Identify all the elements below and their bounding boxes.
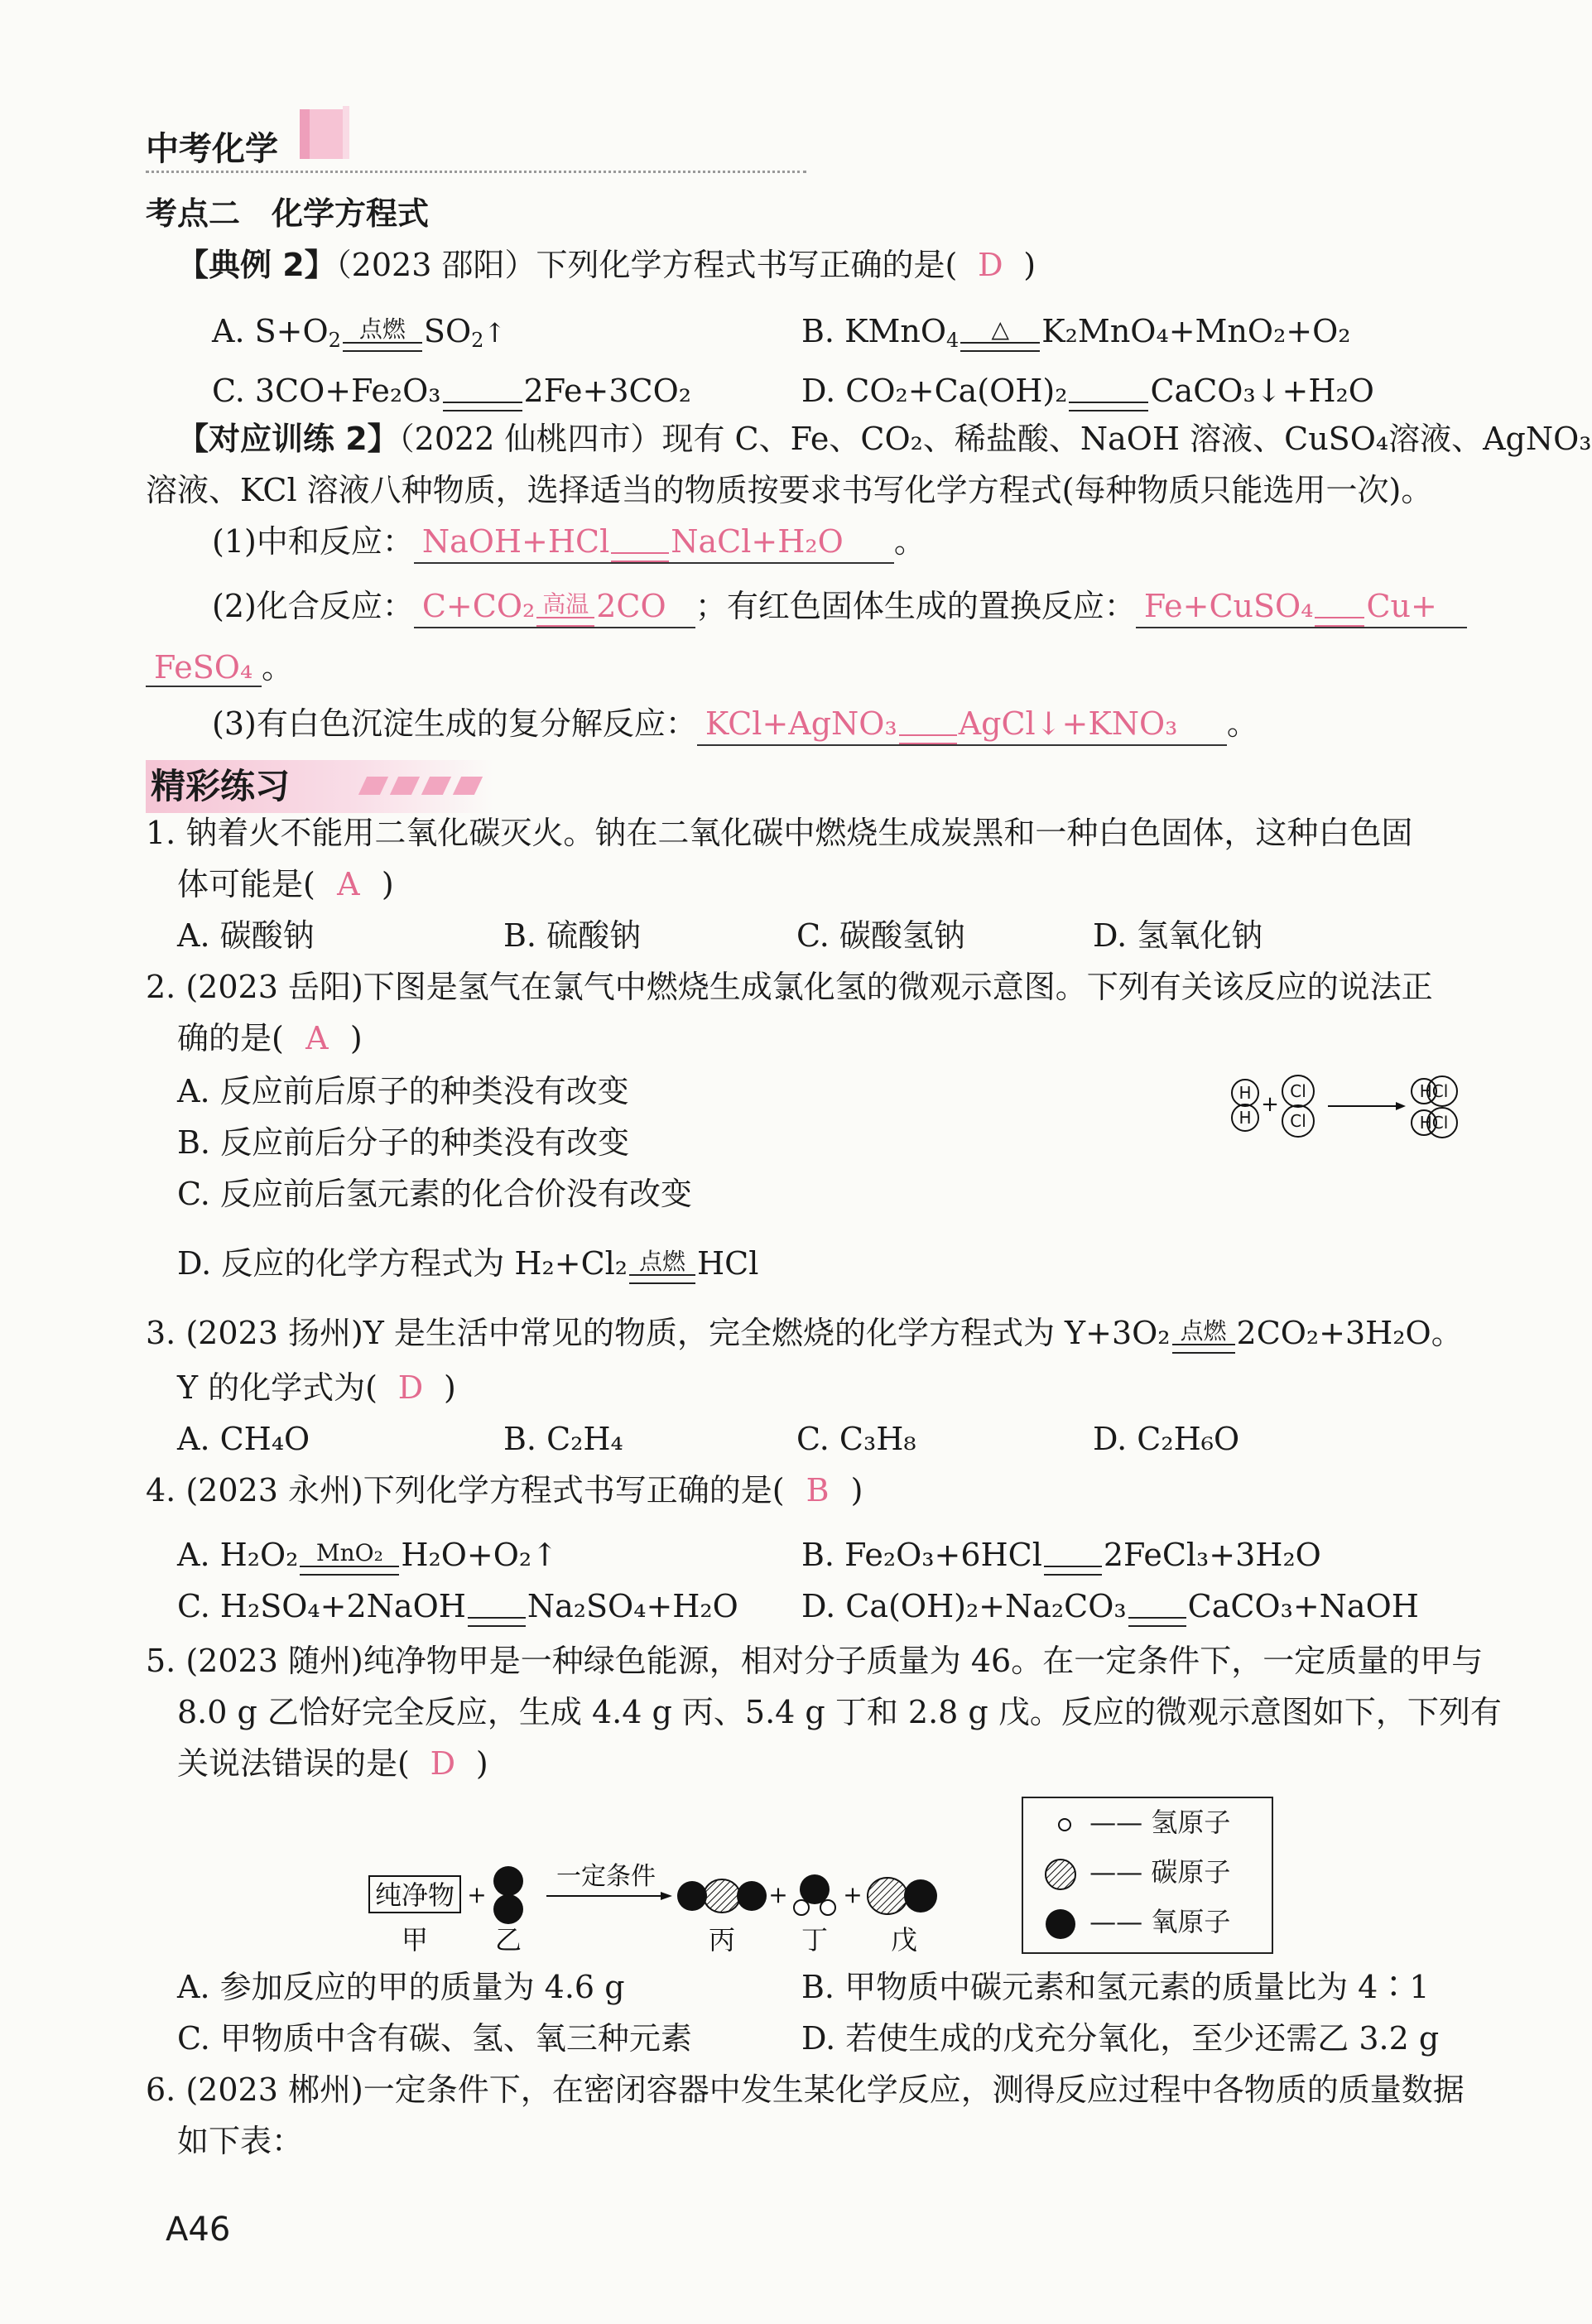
example2-stem	[177, 243, 1036, 286]
q5-reaction-diagram	[364, 1846, 1002, 1962]
example-close: )	[1023, 247, 1036, 283]
q3-option-d: D. C₂H₆O	[1093, 1421, 1240, 1457]
cl2-molecule	[1282, 1075, 1314, 1137]
condition-label: 一定条件	[556, 1862, 656, 1891]
plus-sign: +	[768, 1881, 788, 1908]
cl-atom-label: Cl	[1290, 1111, 1306, 1131]
training2-text2: 溶液、KCl 溶液八种物质，选择适当的物质按要求书写化学方程式(每种物质只能选用一次)。	[146, 472, 1433, 508]
q3-label: (3)有白色沉淀生成的复分解反应：	[212, 705, 697, 742]
oxygen-atom-icon	[1040, 1906, 1081, 1942]
q1-option-b: B. 硫酸钠	[503, 917, 642, 954]
carbon-atom-icon	[1040, 1856, 1081, 1893]
q4-b-right: 2FeCl₃+3H₂O	[1103, 1537, 1321, 1573]
q2b-answer-cont: FeSO₄	[146, 649, 262, 687]
legend-dash: ——	[1089, 1807, 1143, 1838]
hcl-label: HCl	[1419, 1081, 1449, 1101]
q5-option-a: A. 参加反应的甲的质量为 4.6 g	[177, 1969, 625, 2005]
arrow-head-icon	[1396, 1102, 1406, 1110]
example-tag: 【典例 2】	[177, 247, 336, 283]
q3-text-left: 3. (2023 扬州)Y 是生活中常见的物质，完全燃烧的化学方程式为 Y+3O₂	[146, 1315, 1171, 1351]
q2-answer-right: 2CO	[596, 588, 666, 624]
q4-b-left: B. Fe₂O₃+6HCl	[801, 1537, 1042, 1573]
equals-sign	[1069, 377, 1148, 411]
hcl-molecules	[1412, 1076, 1457, 1138]
q3-option-c: C. C₃H₈	[796, 1421, 916, 1457]
q4-text	[146, 1469, 863, 1512]
example2-option-b	[801, 310, 1351, 353]
q2-text1: 2. (2023 岳阳)下图是氢气在氯气中燃烧生成氯化氢的微观示意图。下列有关该反应的说法正	[146, 969, 1433, 1005]
hcl-label: HCl	[1419, 1113, 1449, 1133]
q4-answer: B	[806, 1472, 830, 1508]
option-d-right: CaCO₃↓+H₂O	[1150, 373, 1374, 409]
label-yi: 乙	[494, 1924, 522, 1956]
training2-q1	[212, 520, 926, 564]
q4-d-left: D. Ca(OH)₂+Na₂CO₃	[801, 1588, 1127, 1624]
q4-option-c	[177, 1585, 738, 1628]
q1-text1: 1. 钠着火不能用二氧化碳灭火。钠在二氧化碳中燃烧生成炭黑和一种白色固体，这种白色固	[146, 815, 1413, 851]
reaction-condition: 点燃	[1180, 1316, 1227, 1345]
q2-text2	[177, 1017, 363, 1060]
q3-answer-right: AgCl↓+KNO₃	[958, 705, 1178, 742]
option-a-right: SO	[423, 313, 472, 349]
pure-substance-label: 纯净物	[374, 1879, 455, 1911]
equals-sign	[443, 377, 522, 411]
practice-section-header	[146, 760, 493, 813]
option-b-sub: 4	[946, 329, 960, 352]
reaction-condition: 点燃	[358, 315, 406, 343]
option-a-left: A. S+O	[212, 313, 329, 349]
q4-a-left: A. H₂O₂	[177, 1537, 299, 1573]
option-c-right: 2Fe+3CO₂	[523, 373, 691, 409]
q5-close: )	[475, 1745, 488, 1782]
q4-close: )	[850, 1472, 863, 1508]
h-atom-label: H	[1238, 1108, 1252, 1128]
equals-sign	[1044, 1541, 1102, 1576]
q5-option-c: C. 甲物质中含有碳、氢、氧三种元素	[177, 2020, 692, 2057]
label-wu: 戊	[890, 1924, 918, 1956]
legend-dash: ——	[1089, 1906, 1143, 1937]
co2-molecule	[677, 1879, 767, 1913]
q3-stem: Y 的化学式为(	[177, 1369, 378, 1406]
book-icon	[296, 104, 354, 164]
q2-answer-left: C+CO₂	[421, 588, 536, 624]
training-text: （2022 仙桃四市）现有 C、Fe、CO₂、稀盐酸、NaOH 溶液、CuSO₄溶液、AgNO₃	[398, 421, 1592, 457]
plus-sign: +	[1261, 1092, 1279, 1117]
q3-text1	[146, 1311, 1463, 1354]
reaction-condition: MnO₂	[315, 1538, 383, 1566]
q4-option-a	[177, 1533, 558, 1576]
q2-d-left: D. 反应的化学方程式为 H₂+Cl₂	[177, 1245, 628, 1282]
topic-title: 考点二 化学方程式	[146, 195, 430, 232]
legend-hydrogen	[1048, 1802, 1230, 1843]
q3-option-a: A. CH₄O	[177, 1421, 310, 1457]
example2-option-d	[801, 369, 1374, 412]
header-title: 中考化学	[146, 130, 278, 168]
example-question: 下列化学方程式书写正确的是(	[536, 247, 958, 283]
q2-label: (2)化合反应：	[212, 588, 414, 624]
q2b-answer-right: Cu+	[1366, 588, 1437, 624]
option-b-left: B. KMnO	[801, 313, 947, 349]
hydrogen-atom-icon	[1048, 1808, 1081, 1841]
reaction-condition: 高温	[542, 589, 589, 618]
q4-a-right: H₂O+O₂↑	[401, 1537, 558, 1573]
equals-sign	[1315, 592, 1364, 627]
q5-stem: 关说法错误的是(	[177, 1745, 410, 1782]
q1-text2	[177, 863, 394, 906]
training2-q2-cont	[146, 646, 293, 689]
q5-text2: 8.0 g 乙恰好完全反应，生成 4.4 g 丙、5.4 g 丁和 2.8 g 戊。反应的微观示意图如下，下列有	[177, 1694, 1502, 1730]
example2-option-a	[212, 310, 506, 354]
h-atom-label: H	[1238, 1083, 1252, 1103]
q2-option-c: C. 反应前后氢元素的化合价没有改变	[177, 1176, 692, 1212]
equals-sign	[468, 1592, 526, 1627]
q3-option-b: B. C₂H₄	[503, 1421, 623, 1457]
q2-answer: A	[305, 1020, 329, 1056]
reaction-arrow	[536, 589, 594, 627]
q5-text1: 5. (2023 随州)纯净物甲是一种绿色能源，相对分子质量为 46。在一定条件下，一定质量的甲与	[146, 1643, 1484, 1679]
cl-atom-label: Cl	[1290, 1081, 1306, 1101]
q2-end: 。	[262, 649, 294, 686]
hcl-reaction-diagram	[1225, 1075, 1474, 1149]
q4-option-b	[801, 1533, 1321, 1576]
h2-molecule	[1232, 1080, 1258, 1131]
label-jia: 甲	[401, 1924, 429, 1956]
q2-close: )	[349, 1020, 363, 1056]
q3-text2	[177, 1366, 456, 1409]
legend-oxygen-label: 氧原子	[1151, 1906, 1231, 1937]
q4-c-left: C. H₂SO₄+2NaOH	[177, 1588, 466, 1624]
h2o-molecule	[794, 1874, 835, 1915]
q1-answer	[414, 523, 894, 564]
gas-arrow-icon: ↑	[483, 317, 507, 349]
co-molecule	[868, 1878, 937, 1914]
q3-close: )	[444, 1369, 456, 1406]
q4-option-d	[801, 1585, 1419, 1628]
label-ding: 丁	[801, 1924, 829, 1956]
q2-option-a: A. 反应前后原子的种类没有改变	[177, 1073, 629, 1109]
q1-answer: A	[337, 866, 360, 902]
o2-molecule-bottom	[493, 1894, 523, 1924]
equals-sign	[899, 710, 957, 744]
page-number: A46	[166, 2211, 231, 2249]
reaction-condition: △	[991, 315, 1010, 343]
q3-answer: D	[397, 1369, 424, 1406]
training2-text1	[177, 417, 1592, 460]
legend-carbon-label: 碳原子	[1151, 1856, 1231, 1888]
q3-text-right: 2CO₂+3H₂O。	[1236, 1315, 1463, 1351]
reaction-arrow	[343, 317, 422, 352]
legend-hydrogen-label: 氢原子	[1151, 1807, 1231, 1838]
q3-answer	[697, 705, 1227, 746]
q1-label: (1)中和反应：	[212, 523, 414, 560]
q1-answer-left: NaOH+HCl	[421, 523, 610, 560]
plus-sign: +	[467, 1881, 487, 1908]
q2-mid: ；有红色固体生成的置换反应：	[695, 588, 1136, 624]
option-d-left: D. CO₂+Ca(OH)₂	[801, 373, 1068, 409]
q3-answer-left: KCl+AgNO₃	[705, 705, 897, 742]
legend-dash: ——	[1089, 1856, 1143, 1888]
q6-text2: 如下表：	[177, 2123, 304, 2159]
atom-legend	[1022, 1797, 1273, 1954]
q2-d-right: HCl	[697, 1245, 759, 1282]
legend-carbon	[1040, 1851, 1230, 1893]
q5-option-d: D. 若使生成的戊充分氧化，至少还需乙 3.2 g	[801, 2020, 1440, 2057]
q4-stem: 4. (2023 永州)下列化学方程式书写正确的是(	[146, 1472, 785, 1508]
q2b-answer-left: Fe+CuSO₄	[1143, 588, 1314, 624]
q2-option-d	[177, 1242, 758, 1285]
q1-close: )	[381, 866, 394, 902]
example2-option-c	[212, 369, 691, 412]
option-c-left: C. 3CO+Fe₂O₃	[212, 373, 441, 409]
q1-option-a: A. 碳酸钠	[177, 917, 315, 954]
option-b-right: K₂MnO₄+MnO₂+O₂	[1041, 313, 1351, 349]
example-answer: D	[978, 247, 1003, 283]
training-tag: 【对应训练 2】	[177, 421, 399, 457]
plus-sign: +	[843, 1881, 863, 1908]
training2-q3	[212, 702, 1258, 746]
q2-stem: 确的是(	[177, 1020, 284, 1056]
q2b-answer	[1136, 588, 1467, 628]
equals-sign	[611, 527, 669, 562]
option-a-sub: 2	[328, 329, 341, 352]
q5-answer: D	[430, 1745, 456, 1782]
q4-c-right: Na₂SO₄+H₂O	[527, 1588, 738, 1624]
q1-option-d: D. 氢氧化钠	[1093, 917, 1263, 954]
header-divider	[146, 171, 806, 173]
example-source: （2023 邵阳）	[335, 247, 536, 283]
q1-option-c: C. 碳酸氢钠	[796, 917, 965, 954]
reaction-arrow	[300, 1538, 399, 1576]
equals-sign	[1128, 1592, 1186, 1627]
q3-end: 。	[1226, 705, 1258, 742]
option-a-sub2: 2	[471, 329, 484, 352]
legend-oxygen	[1040, 1901, 1230, 1942]
o2-molecule-top	[493, 1866, 523, 1896]
reaction-arrow	[629, 1249, 695, 1284]
q1-stem: 体可能是(	[177, 866, 315, 902]
arrow-head-icon	[661, 1892, 672, 1900]
q1-end: 。	[893, 523, 926, 560]
reaction-arrow	[1172, 1316, 1235, 1354]
reaction-condition: 点燃	[639, 1247, 686, 1275]
label-bing: 丙	[708, 1924, 736, 1956]
q2-answer	[414, 588, 695, 628]
q6-text1: 6. (2023 郴州)一定条件下，在密闭容器中发生某化学反应，测得反应过程中各物质的质量数据	[146, 2071, 1465, 2108]
q5-option-b: B. 甲物质中碳元素和氢元素的质量比为 4∶1	[801, 1969, 1430, 2005]
q5-text3	[177, 1742, 488, 1785]
q2-option-b: B. 反应前后分子的种类没有改变	[177, 1124, 630, 1161]
practice-title: 精彩练习	[151, 766, 291, 806]
training2-q2	[212, 585, 1467, 628]
q4-d-right: CaCO₃+NaOH	[1187, 1588, 1419, 1624]
q1-answer-right: NaCl+H₂O	[671, 523, 844, 560]
reaction-arrow	[960, 317, 1040, 352]
